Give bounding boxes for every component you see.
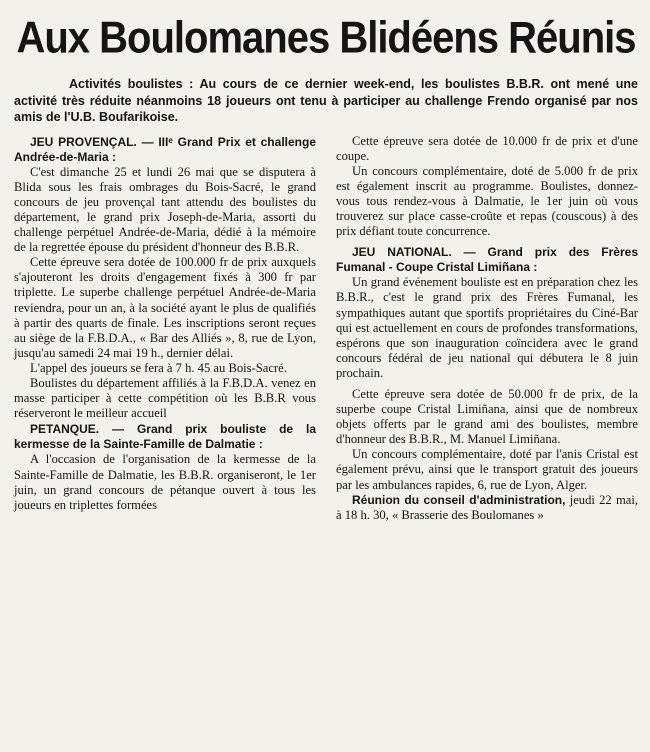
reunion-paragraph bbox=[336, 493, 638, 523]
provencal-paragraph-3: L'appel des joueurs se fera à 7 h. 45 au Bois-Sacré. bbox=[30, 360, 287, 375]
right-column bbox=[336, 134, 638, 523]
provencal-paragraph-1: C'est dimanche 25 et lundi 26 mai que se disputera à Blida sous les frais ombrages du Bois-Sacré, le grand concours de jeu provençal tant attendu des boulistes du département, le grand prix Joseph-de-Maria, assorti du challenge perpétuel Andrée-de-Maria, dédié à la mémoire de la regrettée épouse du président d'honneur des B.B.R. bbox=[14, 164, 316, 255]
petanque-paragraph-2: Cette épreuve sera dotée de 10.000 fr de prix et d'une coupe. bbox=[336, 133, 638, 163]
provencal-paragraph-2: Cette épreuve sera dotée de 100.000 fr de prix auxquels s'ajouteront les droits d'engagement fixés à 300 fr par triplette. Le superbe challenge perpétuel Andrée-de-Maria reviendra, pour un an, à la société ayant le plus de qualifiés à partir des quarts de finale. Les inscriptions seront reçues au siège de la F.B.D.A., « Bar des Alliés », 8, rue de Lyon, jusqu'au samedi 24 mai 19 h., dernier délai. bbox=[14, 255, 316, 360]
petanque-section-title: PETANQUE. — Grand prix bouliste de la kermesse de la Sainte-Famille de Dalmatie : bbox=[14, 422, 316, 452]
national-section-title: JEU NATIONAL. — Grand prix des Frères Fumanal - Coupe Cristal Limiñana : bbox=[336, 245, 638, 275]
petanque-paragraph-3: Un concours complémentaire, doté de 5.000 fr de prix est également inscrit au programme. Boulistes, donnez-vous tous rendez-vous à Dalmatie, le 1er juin où vous trouverez sur place casse-croûte et repas (couscous) à des prix défiant toute concurrence. bbox=[336, 163, 638, 239]
national-paragraph-3: Un concours complémentaire, doté par l'anis Cristal est également prévu, ainsi que le transport gratuit des joueurs par les ambulances rapides, 6, rue de Lyon, Alger. bbox=[336, 447, 638, 492]
provencal-paragraph-4: Boulistes du département affiliés à la F.B.D.A. venez en masse participer à cette compétition où les B.B.R vous réserveront le meilleur accueil bbox=[14, 376, 316, 421]
petanque-paragraph-1: A l'occasion de l'organisation de la kermesse de la Sainte-Famille de Dalmatie, les B.B.R. organiseront, le 1er juin, un grand concours de pétanque ouvert à tous les joueurs en triplettes formées bbox=[14, 452, 316, 512]
reunion-title: Réunion du conseil d'administration, bbox=[352, 492, 566, 507]
reunion-text: jeudi 22 mai, à 18 h. 30, « Brasserie des Boulomanes » bbox=[336, 492, 639, 522]
article-columns bbox=[14, 134, 638, 523]
national-paragraph-2: Cette épreuve sera dotée de 50.000 fr de prix, de la superbe coupe Cristal Limiñana, ainsi que de nombreux objets offerts par le grand ami des boulistes, membre d'honneur des B.B.R., M. Manuel Limiñana. bbox=[336, 387, 638, 447]
provencal-section-title: JEU PROVENÇAL. — IIIᵉ Grand Prix et challenge Andrée-de-Maria : bbox=[14, 134, 316, 164]
lead-paragraph: Activités boulistes : Au cours de ce dernier week-end, les boulistes B.B.R. ont mené une activité très réduite néanmoins 18 joueurs ont tenu à participer au challenge Frendo organisé par nos amis de l'U.B. Boufarikoise. bbox=[14, 77, 638, 124]
headline: Aux Boulomanes Blidéens Réunis bbox=[16, 13, 636, 63]
national-paragraph-1: Un grand événement bouliste est en préparation chez les B.B.R., c'est le grand prix des Frères Fumanal, les sympathiques autant que sportifs propriétaires du Ciné-Bar qui est actuellement en cours de profondes transformations, espérons que son inauguration coïncidera avec le grand concours fédéral de jeu national qui débutera le 8 juin prochain. bbox=[336, 275, 638, 380]
left-column bbox=[14, 134, 316, 523]
